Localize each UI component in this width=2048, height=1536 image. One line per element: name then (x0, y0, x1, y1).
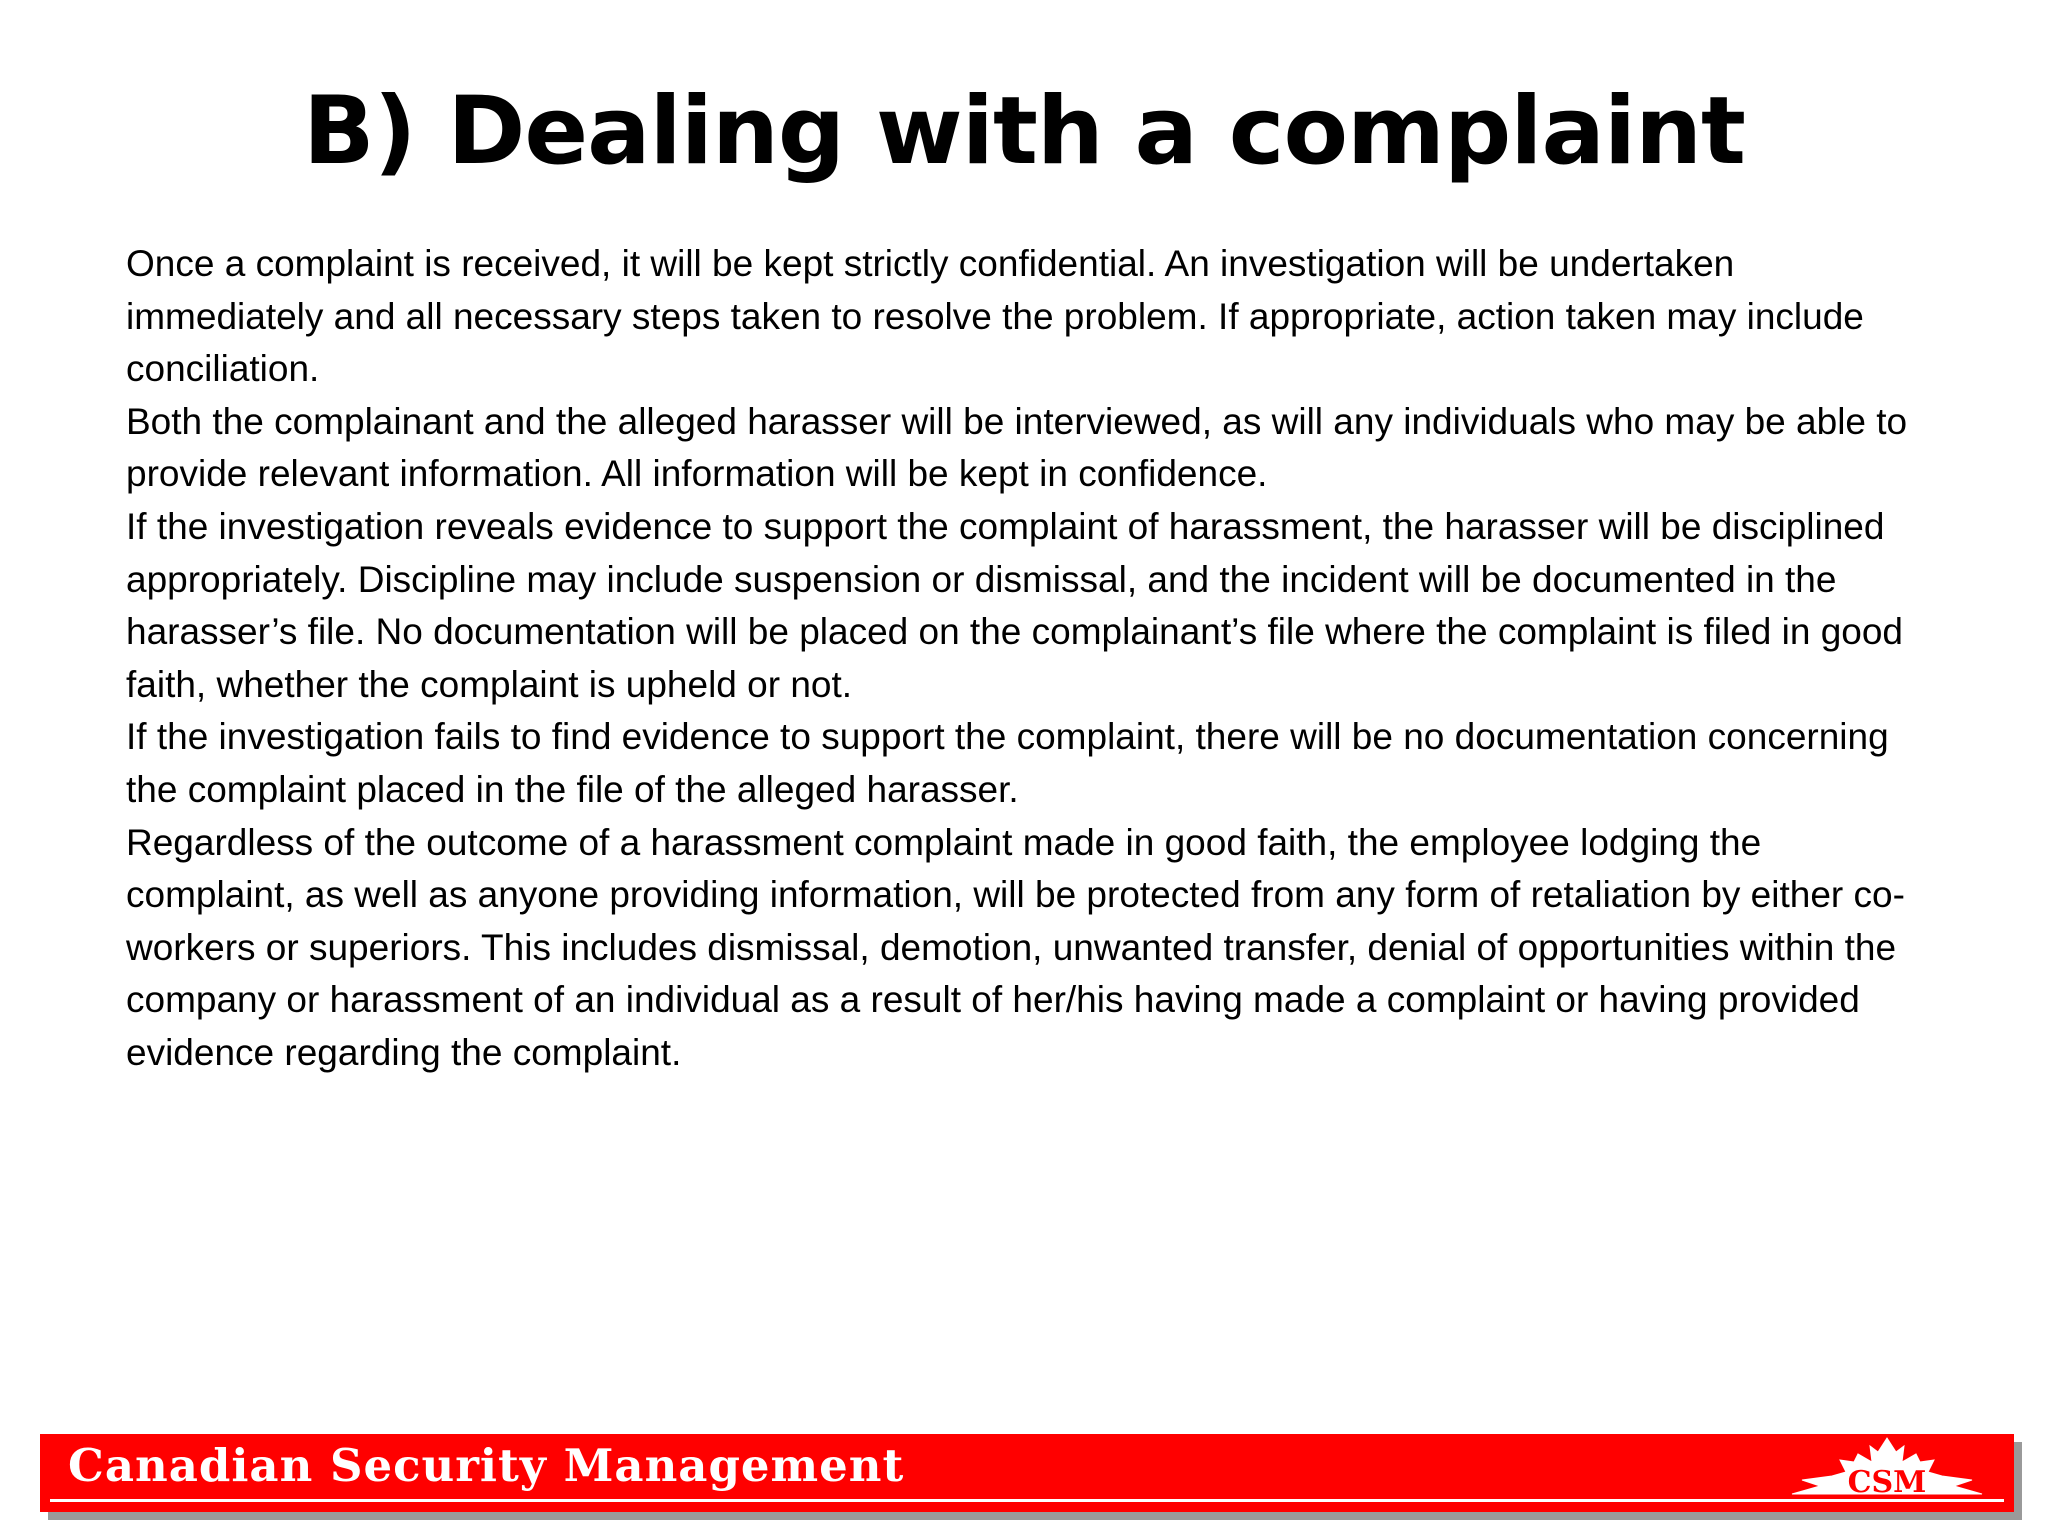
paragraph-1: Once a complaint is received, it will be kept strictly confidential. An investigation will be undertaken immediately and all necessary steps taken to resolve the problem. If appropriate, action taken may include conciliation. (126, 243, 1864, 390)
footer-underline (50, 1499, 2004, 1502)
slide-title: B) Dealing with a complaint (303, 77, 1745, 186)
company-name: Canadian Security Management (68, 1439, 905, 1492)
maple-leaf-icon (1782, 1436, 1992, 1502)
paragraph-3: If the investigation reveals evidence to support the complaint of harassment, the harasser will be disciplined appropriately. Discipline may include suspension or dismissal, and the incident will be documented in the harasser’s file. No documentation will be placed on the complainant’s file where the complaint is filed in good faith, whether the complaint is upheld or not. (126, 505, 1904, 705)
footer-bar (40, 1434, 2014, 1512)
logo-text: CSM (1847, 1465, 1927, 1500)
paragraph-5: Regardless of the outcome of a harassment complaint made in good faith, the employee lodging the complaint, as well as anyone providing information, will be protected from any form of retaliation by either co-workers or superiors. This includes dismissal, demotion, unwanted transfer, denial of opportunities within the company or harassment of an individual as a result of her/his having made a complaint or having provided evidence regarding the complaint. (126, 821, 1905, 1073)
slide-body (126, 238, 1936, 1080)
csm-logo (1782, 1436, 1992, 1502)
paragraph-4: If the investigation fails to find evidence to support the complaint, there will be no documentation concerning the complaint placed in the file of the alleged harasser. (126, 716, 1889, 810)
paragraph-2: Both the complainant and the alleged harasser will be interviewed, as will any individuals who may be able to provide relevant information. All information will be kept in confidence. (126, 400, 1908, 495)
